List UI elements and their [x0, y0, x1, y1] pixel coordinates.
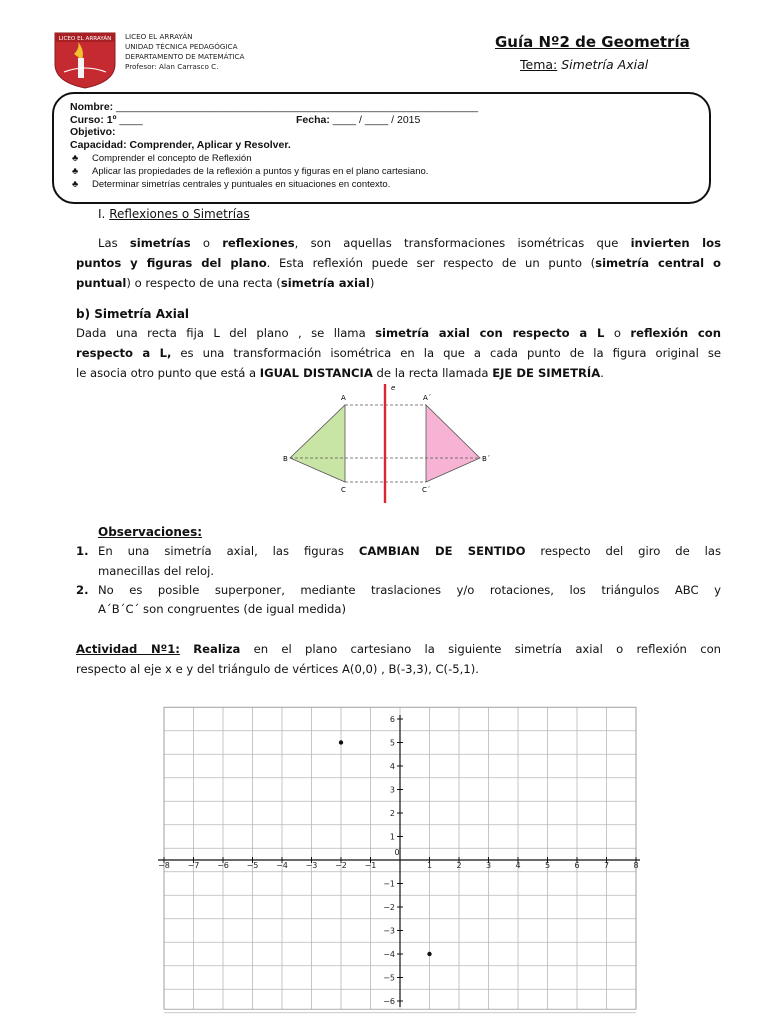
section-heading: I. Reflexiones o Simetrías	[98, 207, 250, 221]
point-label: C´	[422, 486, 431, 494]
date-label: Fecha:	[296, 114, 330, 126]
topic	[520, 57, 648, 72]
objective-bullet: ♣ Determinar simetrías centrales y puntuales en situaciones en contexto.	[72, 179, 391, 190]
paragraph-line: puntual) o respecto de una recta (simetría axial)	[76, 276, 375, 290]
capacity-label: Capacidad: Comprender, Aplicar y Resolver.	[70, 139, 291, 151]
y-tick-label: 4	[389, 762, 395, 771]
club-icon: ♣	[72, 166, 79, 177]
topic-label: Tema:	[520, 57, 558, 72]
y-tick-label: −2	[383, 903, 395, 912]
triangle-abc	[290, 405, 345, 482]
course-row	[70, 114, 143, 126]
list-item-cont: manecillas del reloj.	[98, 564, 215, 578]
teacher: Profesor: Alan Carrasco C.	[125, 62, 219, 71]
x-tick-label: 4	[515, 861, 521, 870]
x-tick-label: 1	[426, 861, 433, 870]
point-label: C	[341, 486, 346, 494]
x-tick-label: 6	[574, 861, 580, 870]
name-label: Nombre:	[70, 101, 114, 113]
x-tick-label: −4	[276, 861, 288, 870]
objective-bullet: ♣ Aplicar las propiedades de la reflexión a puntos y figuras en el plano cartesiano.	[72, 166, 429, 177]
x-tick-label: −6	[217, 861, 229, 870]
x-tick-label: 5	[544, 861, 551, 870]
data-point	[339, 740, 343, 744]
y-tick-label: −5	[383, 973, 395, 983]
point-label: A´	[423, 394, 432, 402]
paragraph-line: le asocia otro punto que está a IGUAL DISTANCIA de la recta llamada EJE DE SIMETRÍA.	[76, 366, 604, 380]
y-tick-label: 1	[389, 832, 395, 842]
y-tick-label: 3	[389, 785, 395, 795]
list-number: 2.	[76, 583, 89, 597]
club-icon: ♣	[72, 153, 79, 164]
y-tick-label: −1	[383, 879, 395, 889]
course-field[interactable]: ____	[119, 114, 143, 126]
y-tick-label: −3	[383, 926, 395, 936]
date-row	[296, 114, 420, 126]
department-2: DEPARTAMENTO DE MATEMÁTICA	[125, 52, 245, 61]
school-name: LICEO EL ARRAYÁN	[125, 32, 193, 41]
y-tick-label: −6	[383, 997, 395, 1006]
cartesian-plane	[150, 700, 640, 1006]
guide-title: Guía Nº2 de Geometría	[495, 33, 690, 51]
logo-text: LICEO EL ARRAYÁN	[58, 36, 112, 42]
x-tick-label: −7	[187, 861, 200, 870]
axis-label: e	[391, 384, 396, 392]
observations-title: Observaciones:	[98, 525, 203, 539]
list-number: 1.	[76, 544, 89, 558]
date-field[interactable]: ____ / ____ / 2015	[332, 114, 421, 126]
club-icon: ♣	[72, 179, 79, 190]
x-tick-label: 8	[633, 861, 639, 870]
x-tick-label: −5	[246, 861, 259, 870]
paragraph-line: respecto a L, es una transformación isométrica en la que a cada punto de la figura original se	[76, 346, 722, 360]
point-label: B´	[482, 455, 491, 463]
list-item-cont: A´B´C´ son congruentes (de igual medida)	[98, 602, 347, 616]
x-tick-label: 3	[485, 861, 492, 870]
school-logo	[52, 30, 118, 90]
x-tick-label: 2	[456, 861, 462, 870]
symmetry-figure	[275, 380, 500, 505]
y-tick-label: 2	[389, 809, 395, 818]
x-tick-label: −2	[335, 861, 347, 870]
activity-label: Actividad Nº1:	[76, 642, 180, 656]
data-point	[427, 952, 431, 956]
list-item: No es posible superponer, mediante traslaciones y/o rotaciones, los triángulos ABC y	[98, 583, 721, 597]
objective-label: Objetivo:	[70, 126, 116, 138]
paragraph-line: puntos y figuras del plano. Esta reflexión puede ser respecto de un punto (simetría central o	[76, 256, 721, 270]
course-label: Curso: 1º	[70, 114, 117, 126]
y-tick-label: −4	[383, 950, 395, 959]
list-item: En una simetría axial, las figuras CAMBIAN DE SENTIDO respecto del giro de las	[98, 544, 721, 558]
paragraph-line: Las simetrías o reflexiones, son aquellas transformaciones isométricas que invierten los	[98, 236, 721, 250]
point-label: A	[341, 394, 346, 402]
department-1: UNIDAD TÉCNICA PEDAGÓGICA	[125, 42, 238, 51]
section-title: Reflexiones o Simetrías	[109, 207, 250, 221]
objective-bullet: ♣ Comprender el concepto de Reflexión	[72, 153, 252, 164]
paragraph-line: Dada una recta fija L del plano , se llama simetría axial con respecto a L o reflexión con	[76, 326, 721, 340]
x-tick-label: 0	[394, 848, 400, 857]
point-label: B	[283, 455, 288, 463]
topic-value: Simetría Axial	[561, 57, 649, 72]
name-field[interactable]: ______________________________________________________________	[116, 101, 479, 113]
name-row	[70, 101, 478, 113]
x-tick-label: −1	[364, 861, 377, 870]
x-tick-label: −3	[305, 861, 318, 870]
activity-line: respecto al eje x e y del triángulo de vértices A(0,0) , B(-3,3), C(-5,1).	[76, 662, 479, 676]
x-tick-label: −8	[158, 861, 170, 870]
activity-line: Actividad Nº1: Realiza en el plano cartesiano la siguiente simetría axial o reflexión con	[76, 642, 722, 656]
triangle-abc-prime	[426, 405, 480, 482]
x-tick-label: 7	[603, 861, 610, 870]
subsection-title: b) Simetría Axial	[76, 307, 190, 321]
school-info	[125, 32, 244, 72]
y-tick-label: 6	[389, 715, 395, 724]
y-tick-label: 5	[389, 738, 395, 748]
